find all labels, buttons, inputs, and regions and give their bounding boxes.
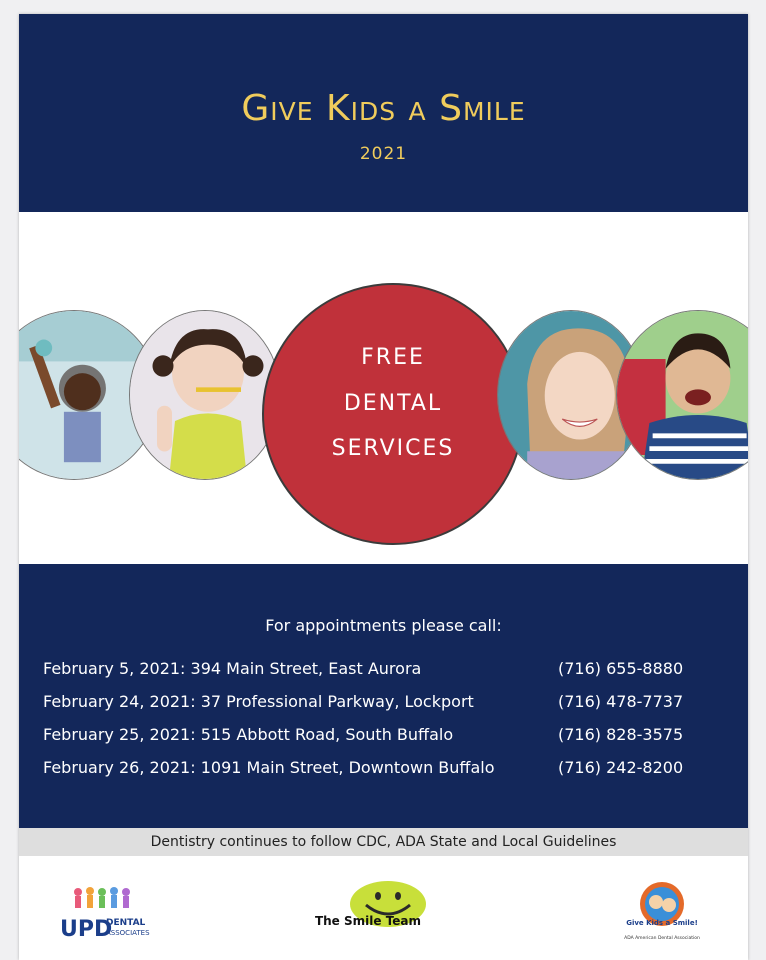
appointment-location: February 26, 2021: 1091 Main Street, Downtown Buffalo <box>43 758 495 777</box>
guideline-bar <box>19 828 748 856</box>
smile-team-label: The Smile Team <box>314 914 422 928</box>
badge-line-free: FREE <box>361 345 425 370</box>
appointment-row <box>43 725 733 749</box>
upd-kids-logo <box>58 884 153 946</box>
badge-line-dental: DENTAL <box>343 391 443 416</box>
svg-text:DENTAL: DENTAL <box>106 918 146 928</box>
give-kids-a-smile-logo <box>618 878 706 944</box>
gkas-icon <box>618 878 706 944</box>
appointment-phone: (716) 655-8880 <box>558 659 684 678</box>
appointment-row <box>43 659 733 683</box>
guideline-text: Dentistry continues to follow CDC, ADA State and Local Guidelines <box>150 834 617 850</box>
appointments-label: For appointments please call: <box>265 616 502 635</box>
appointment-phone: (716) 828-3575 <box>558 725 684 744</box>
year-label: 2021 <box>359 144 408 164</box>
svg-text:ADA American Dental Associatio: ADA American Dental Association <box>624 936 700 941</box>
appointment-row <box>43 692 733 716</box>
badge-line-services: SERVICES <box>331 436 455 461</box>
svg-text:ASSOCIATES: ASSOCIATES <box>106 929 150 937</box>
svg-text:UPD: UPD <box>60 917 113 942</box>
appointment-row <box>43 758 733 782</box>
upd-dental-logo <box>58 884 153 946</box>
appointment-phone: (716) 478-7737 <box>558 692 684 711</box>
appointments-band <box>19 564 748 828</box>
child-photo-2 <box>129 310 281 480</box>
appointment-phone: (716) 242-8200 <box>558 758 684 777</box>
flyer <box>19 14 748 960</box>
photo-strip <box>19 212 748 564</box>
page-title: Give Kids a Smile <box>241 88 526 129</box>
free-services-badge <box>262 283 524 545</box>
appointment-location: February 25, 2021: 515 Abbott Road, South Buffalo <box>43 725 454 744</box>
appointment-location: February 24, 2021: 37 Professional Parkway, Lockport <box>43 692 474 711</box>
svg-text:Give Kids a Smile!: Give Kids a Smile! <box>626 919 698 927</box>
child-photo-4 <box>616 310 748 480</box>
appointment-location: February 5, 2021: 394 Main Street, East Aurora <box>43 659 422 678</box>
